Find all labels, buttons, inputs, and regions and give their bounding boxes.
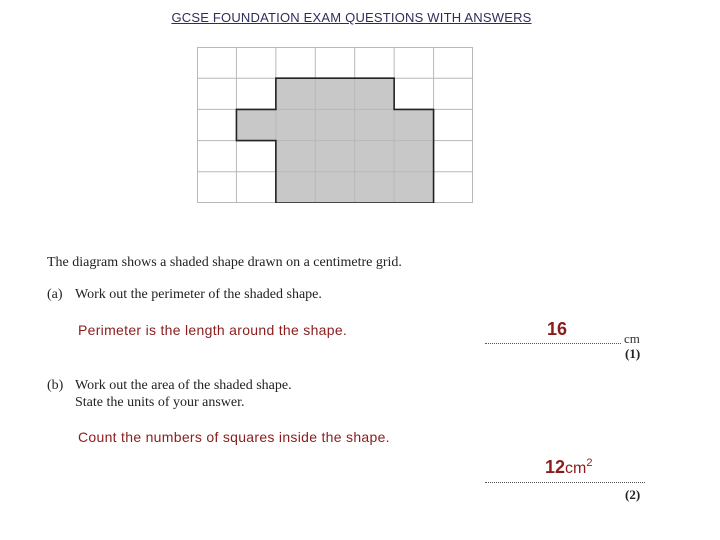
- shaded-square: [355, 78, 394, 109]
- shaded-square: [394, 141, 433, 172]
- shaded-square: [276, 141, 315, 172]
- centimetre-grid-diagram: [197, 47, 473, 203]
- question-a: [47, 286, 322, 303]
- page-title: GCSE FOUNDATION EXAM QUESTIONS WITH ANSWERS: [171, 10, 532, 25]
- shaded-square: [276, 109, 315, 140]
- question-a-letter: (a): [47, 287, 63, 302]
- intro-text: The diagram shows a shaded shape drawn on a centimetre grid.: [47, 255, 402, 270]
- shaded-square: [276, 172, 315, 203]
- shaded-square: [394, 109, 433, 140]
- question-b-letter: (b): [47, 378, 64, 393]
- shaded-square: [315, 78, 354, 109]
- answer-b-value: 12: [545, 457, 566, 477]
- question-b-text-2: State the units of your answer.: [75, 395, 245, 410]
- shaded-square: [315, 172, 354, 203]
- answer-line-a: [485, 343, 621, 344]
- answer-b: [545, 457, 592, 478]
- marks-b: (2): [625, 487, 641, 502]
- shaded-square: [355, 109, 394, 140]
- shaded-square: [394, 172, 433, 203]
- hint-a: Perimeter is the length around the shape.: [78, 322, 348, 338]
- shaded-square: [236, 109, 275, 140]
- shaded-square: [355, 172, 394, 203]
- shaded-square: [315, 109, 354, 140]
- shaded-square: [315, 141, 354, 172]
- answer-b-unit: cm: [565, 460, 587, 477]
- hint-b: Count the numbers of squares inside the shape.: [78, 429, 390, 445]
- answer-a: 16: [547, 319, 568, 339]
- unit-a: cm: [624, 331, 640, 346]
- shaded-square: [276, 78, 315, 109]
- shaded-square: [355, 141, 394, 172]
- answer-b-power: 2: [586, 457, 593, 469]
- answer-line-b: [485, 482, 645, 483]
- question-b: [47, 377, 292, 411]
- marks-a: (1): [625, 346, 641, 361]
- question-a-text: Work out the perimeter of the shaded shape.: [75, 287, 322, 302]
- question-b-text-1: Work out the area of the shaded shape.: [75, 378, 292, 393]
